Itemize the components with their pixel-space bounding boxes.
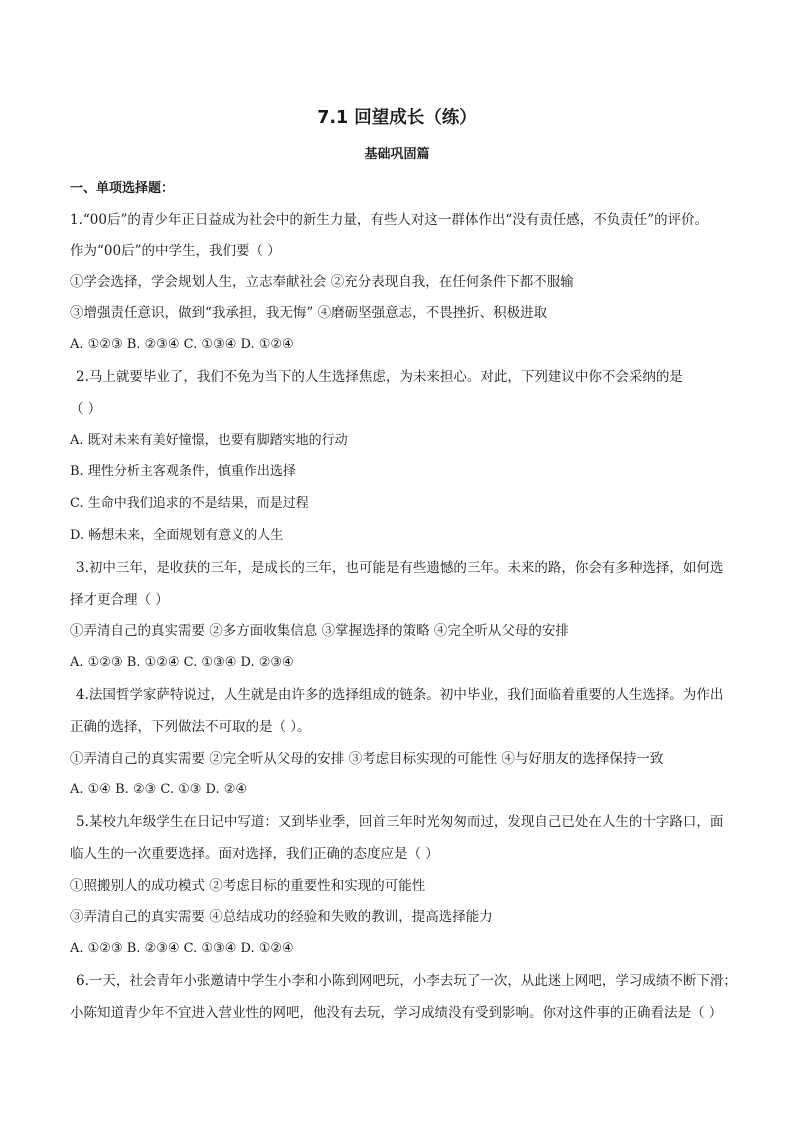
question-2-stem-cont: （ ） xyxy=(70,401,102,417)
question-3-options: A. ①②③ B. ①②④ C. ①③④ D. ②③④ xyxy=(70,655,294,670)
question-4-stem-cont: 正确的选择，下列做法不可取的是（ ）。 xyxy=(70,719,311,735)
question-5-stem-cont: 临人生的一次重要选择。面对选择，我们正确的态度应是（ ） xyxy=(70,846,439,862)
page-title: 7.1 回望成长（练） xyxy=(317,108,477,128)
question-4-items: ①弄清自己的真实需要 ②完全听从父母的安排 ③考虑目标实现的可能性 ④与好朋友的选择保持一致 xyxy=(70,751,664,767)
question-4-options: A. ①④ B. ②③ C. ①③ D. ②④ xyxy=(70,782,248,797)
question-6-stem: 6.一天，社会青年小张邀请中学生小李和小陈到网吧玩，小李去玩了一次，从此迷上网吧，学习成绩不断下滑； xyxy=(76,973,737,989)
question-2-option-c: C. 生命中我们追求的不是结果，而是过程 xyxy=(70,496,309,511)
question-5-items-b: ③弄清自己的真实需要 ④总结成功的经验和失败的教训，提高选择能力 xyxy=(70,909,493,925)
question-1-items-b: ③增强责任意识，做到“我承担，我无悔” ④磨砺坚强意志，不畏挫折、积极进取 xyxy=(70,305,548,321)
question-2-option-b: B. 理性分析主客观条件，慎重作出选择 xyxy=(70,464,296,479)
question-5-stem: 5.某校九年级学生在日记中写道：又到毕业季，回首三年时光匆匆而过，发现自己已处在人生的十字路口，面 xyxy=(76,814,724,830)
question-1-options: A. ①②③ B. ②③④ C. ①③④ D. ①②④ xyxy=(70,337,294,352)
section-heading: 一、单项选择题： xyxy=(70,181,175,196)
question-6-stem-cont: 小陈知道青少年不宜进入营业性的网吧，他没有去玩，学习成绩没有受到影响。你对这件事的正确看法是（ ） xyxy=(70,1005,723,1021)
question-4-stem: 4.法国哲学家萨特说过，人生就是由许多的选择组成的链条。初中毕业，我们面临着重要的人生选择。为作出 xyxy=(76,687,724,703)
question-2-stem: 2.马上就要毕业了，我们不免为当下的人生选择焦虑，为未来担心。对此，下列建议中你不会采纳的是 xyxy=(76,369,683,385)
question-1-stem-cont: 作为“00后”的中学生，我们要（ ） xyxy=(70,243,281,259)
question-5-items-a: ①照搬别人的成功模式 ②考虑目标的重要性和实现的可能性 xyxy=(70,878,426,894)
page-subtitle: 基础巩固篇 xyxy=(364,147,430,162)
question-3-items: ①弄清自己的真实需要 ②多方面收集信息 ③掌握选择的策略 ④完全听从父母的安排 xyxy=(70,623,569,639)
question-2-option-a: A. 既对未来有美好憧憬，也要有脚踏实地的行动 xyxy=(70,433,348,448)
question-3-stem: 3.初中三年，是收获的三年，是成长的三年，也可能是有些遗憾的三年。未来的路，你会有多种选择，如何选 xyxy=(76,560,724,576)
question-3-stem-cont: 择才更合理（ ） xyxy=(70,592,169,608)
question-1-items-a: ①学会选择，学会规划人生，立志奉献社会 ②充分表现自我，在任何条件下都不服输 xyxy=(70,274,574,290)
question-1-stem: 1.“00后”的青少年正日益成为社会中的新生力量，有些人对这一群体作出“没有责任感，不负责任”的评价。 xyxy=(70,212,709,228)
question-2-option-d: D. 畅想未来，全面规划有意义的人生 xyxy=(70,528,284,543)
question-5-options: A. ①②③ B. ②③④ C. ①③④ D. ①②④ xyxy=(70,941,294,956)
